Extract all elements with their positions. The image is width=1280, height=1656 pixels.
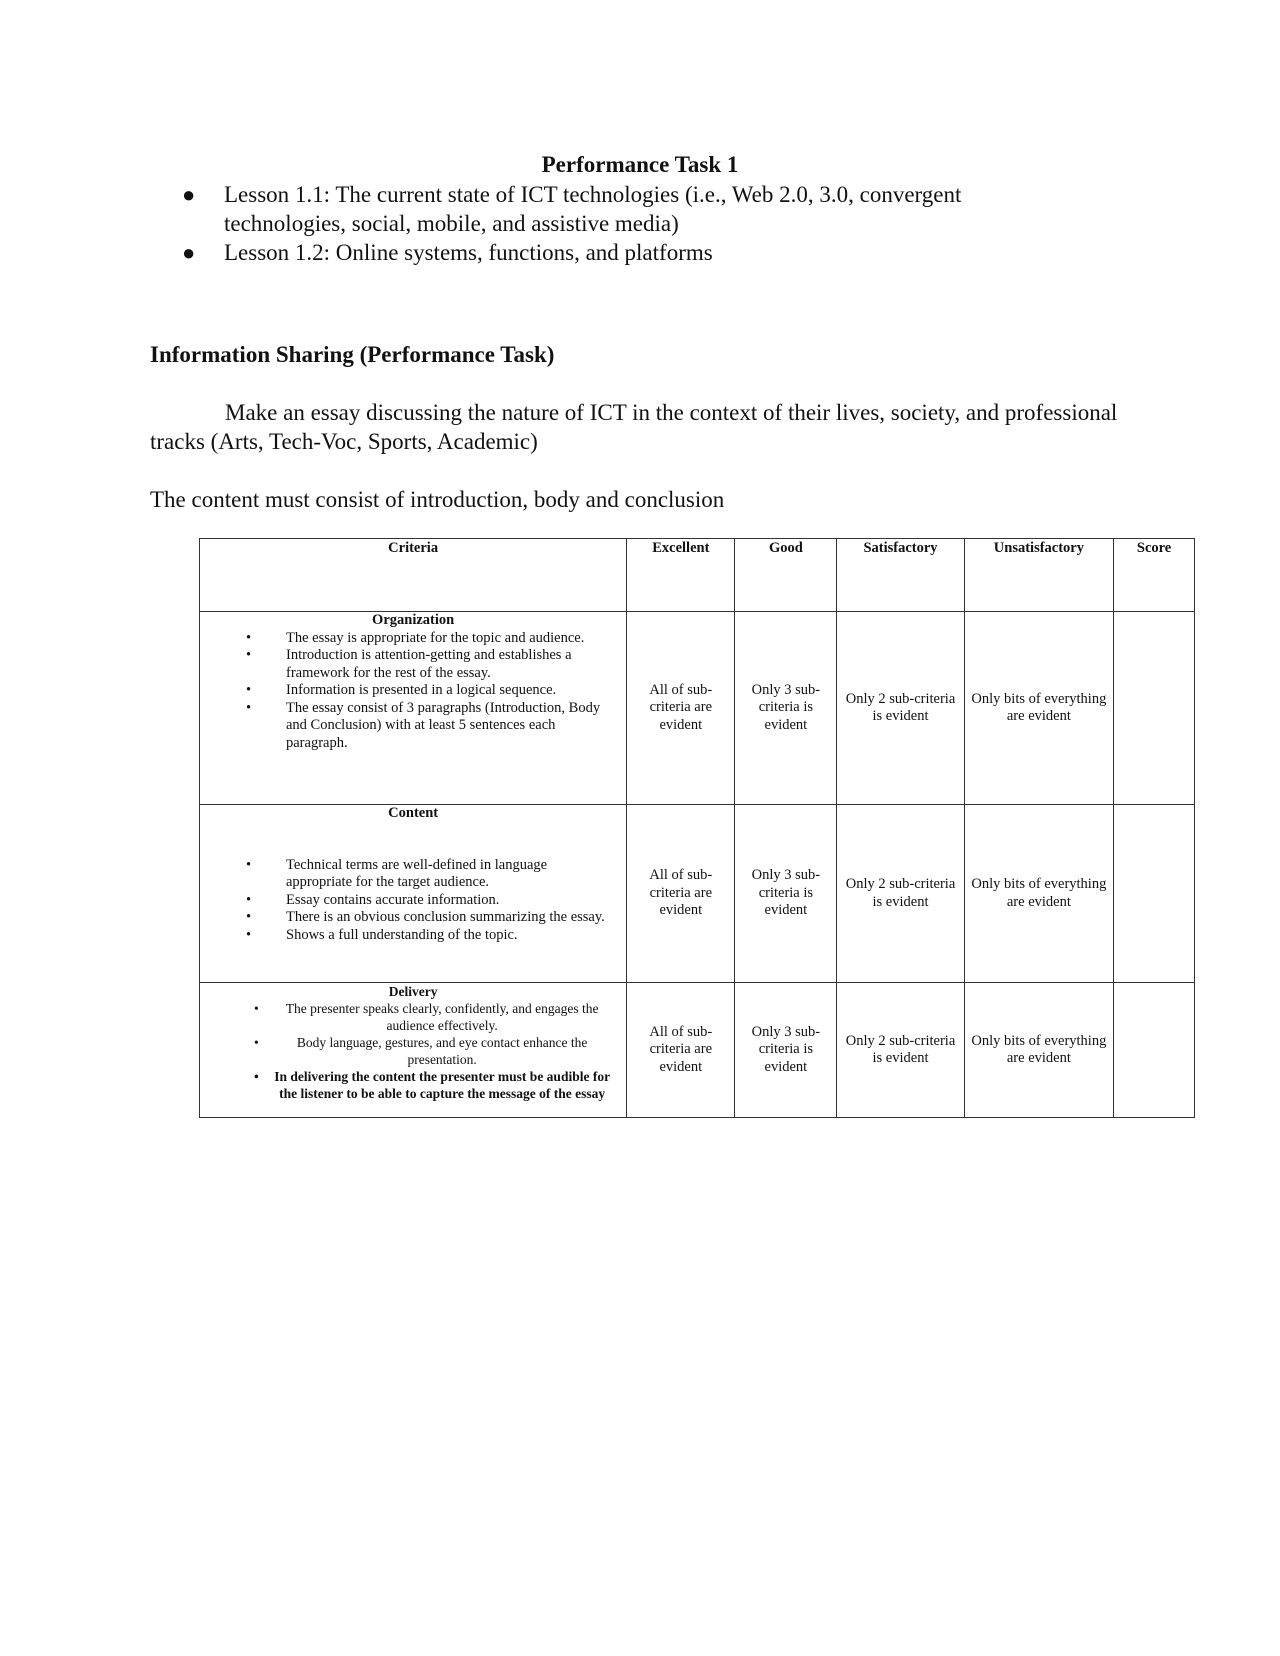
bullet-icon: • (246, 682, 252, 698)
criteria-title: Content (388, 805, 439, 821)
table-row-organization (200, 612, 1195, 805)
criteria-cell (200, 612, 627, 805)
bullet-icon: • (254, 1001, 259, 1016)
list-item: • Essay contains accurate information. (246, 891, 500, 908)
good-cell: Only 3 sub-criteria is evident (735, 983, 837, 1118)
list-item: • Introduction is attention-getting and establishes a framework for the rest of the essay. (246, 647, 572, 681)
lesson-item: ● Lesson 1.2: Online systems, functions, and platforms (182, 240, 713, 265)
rubric-table (199, 538, 1195, 1118)
satisfactory-cell: Only 2 sub-criteria is evident (837, 805, 964, 983)
list-item: • The essay consist of 3 paragraphs (Introduction, Body and Conclusion) with at least 5 sentences each paragraph. (246, 699, 601, 751)
bullet-icon: • (246, 629, 252, 646)
excellent-cell: All of sub-criteria are evident (627, 612, 735, 805)
list-item: • In delivering the content the presenter must be audible for the listener to be able to capture the message of the essay (254, 1069, 611, 1101)
bullet-icon: ● (182, 182, 196, 207)
criteria-title: Delivery (388, 984, 438, 999)
bullet-icon: • (246, 699, 252, 716)
excellent-cell: All of sub-criteria are evident (627, 805, 735, 983)
table-row-content (200, 805, 1195, 983)
criteria-list (210, 630, 616, 753)
header-score: Score (1114, 539, 1195, 612)
unsatisfactory-cell: Only bits of everything are evident (964, 805, 1114, 983)
lesson-list (180, 180, 1080, 267)
list-item: • Information is presented in a logical sequence. (246, 682, 557, 698)
score-cell[interactable] (1114, 983, 1195, 1118)
bullet-icon: • (246, 909, 252, 925)
score-cell[interactable] (1114, 612, 1195, 805)
list-item: • There is an obvious conclusion summarizing the essay. (246, 909, 605, 925)
header-satisfactory: Satisfactory (837, 539, 964, 612)
score-cell[interactable] (1114, 805, 1195, 983)
table-row-delivery (200, 983, 1195, 1118)
header-criteria: Criteria (200, 539, 627, 612)
good-cell: Only 3 sub-criteria is evident (735, 612, 837, 805)
lesson-item: ● Lesson 1.1: The current state of ICT technologies (i.e., Web 2.0, 3.0, convergent technologies, social, mobile, and assistive media) (182, 182, 962, 236)
list-item: • Body language, gestures, and eye contact enhance the presentation. (254, 1035, 588, 1067)
bullet-icon: • (254, 1069, 259, 1084)
list-item: • Technical terms are well-defined in language appropriate for the target audience. (246, 856, 548, 890)
header-good: Good (735, 539, 837, 612)
list-item: • Shows a full understanding of the topic. (246, 926, 518, 943)
bullet-icon: ● (182, 240, 196, 265)
section-heading: Information Sharing (Performance Task) (150, 342, 555, 367)
bullet-icon: • (246, 891, 252, 908)
criteria-list (210, 857, 616, 945)
content-requirement: The content must consist of introduction, body and conclusion (150, 487, 725, 512)
excellent-cell: All of sub-criteria are evident (627, 983, 735, 1118)
bullet-icon: • (246, 926, 252, 943)
bullet-icon: • (246, 856, 252, 873)
criteria-title: Organization (372, 612, 455, 628)
bullet-icon: • (254, 1035, 259, 1050)
criteria-cell (200, 805, 627, 983)
header-excellent: Excellent (627, 539, 735, 612)
instructions-paragraph: Make an essay discussing the nature of ICT in the context of their lives, society, and professional tracks (Arts, Tech-Voc, Sports, Academic) (150, 400, 1118, 454)
satisfactory-cell: Only 2 sub-criteria is evident (837, 983, 964, 1118)
criteria-list (210, 1000, 616, 1102)
list-item: • The presenter speaks clearly, confidently, and engages the audience effectively. (254, 1001, 599, 1033)
criteria-cell (200, 983, 627, 1118)
unsatisfactory-cell: Only bits of everything are evident (964, 612, 1114, 805)
page-title: Performance Task 1 (541, 152, 739, 177)
unsatisfactory-cell: Only bits of everything are evident (964, 983, 1114, 1118)
good-cell: Only 3 sub-criteria is evident (735, 805, 837, 983)
satisfactory-cell: Only 2 sub-criteria is evident (837, 612, 964, 805)
table-header-row (200, 539, 1195, 612)
bullet-icon: • (246, 647, 252, 663)
header-unsatisfactory: Unsatisfactory (964, 539, 1114, 612)
list-item: • The essay is appropriate for the topic and audience. (246, 629, 585, 646)
